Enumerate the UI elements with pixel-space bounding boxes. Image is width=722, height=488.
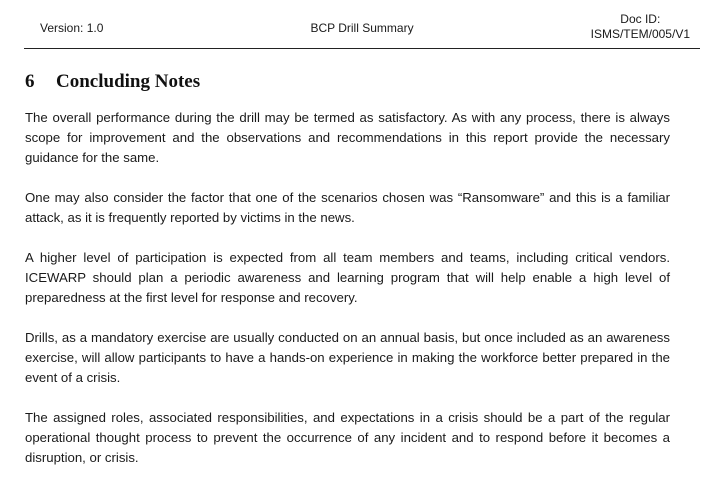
page-header [24,8,700,49]
version-label: Version: 1.0 [40,21,104,35]
section-body [25,108,670,488]
document-title: BCP Drill Summary [310,21,414,35]
doc-id-label: Doc ID: [620,12,661,26]
section-title: Concluding Notes [56,71,201,92]
paragraph-5: The assigned roles, associated responsibilities, and expectations in a crisis should be a part of the regular operational thought process to prevent the occurrence of any incident and to respond before it becomes a disruption, or crisis. [25,410,670,465]
section-heading [25,71,200,93]
paragraph-2: One may also consider the factor that one of the scenarios chosen was “Ransomware” and this is a familiar attack, as it is frequently reported by victims in the news. [25,190,670,225]
doc-id [591,12,690,42]
paragraph-1: The overall performance during the drill may be termed as satisfactory. As with any process, there is always scope for improvement and the observations and recommendations in this report provide the necessary guidance for the same. [25,110,670,165]
doc-id-value: ISMS/TEM/005/V1 [590,27,690,41]
section-number: 6 [25,71,35,92]
paragraph-3: A higher level of participation is expected from all team members and teams, including critical vendors. ICEWARP should plan a periodic awareness and learning program that will help enable a high level of preparedness at the first level for response and recovery. [25,250,670,305]
paragraph-4: Drills, as a mandatory exercise are usually conducted on an annual basis, but once included as an awareness exercise, will allow participants to have a hands-on experience in making the workforce better prepared in the event of a crisis. [25,330,670,385]
